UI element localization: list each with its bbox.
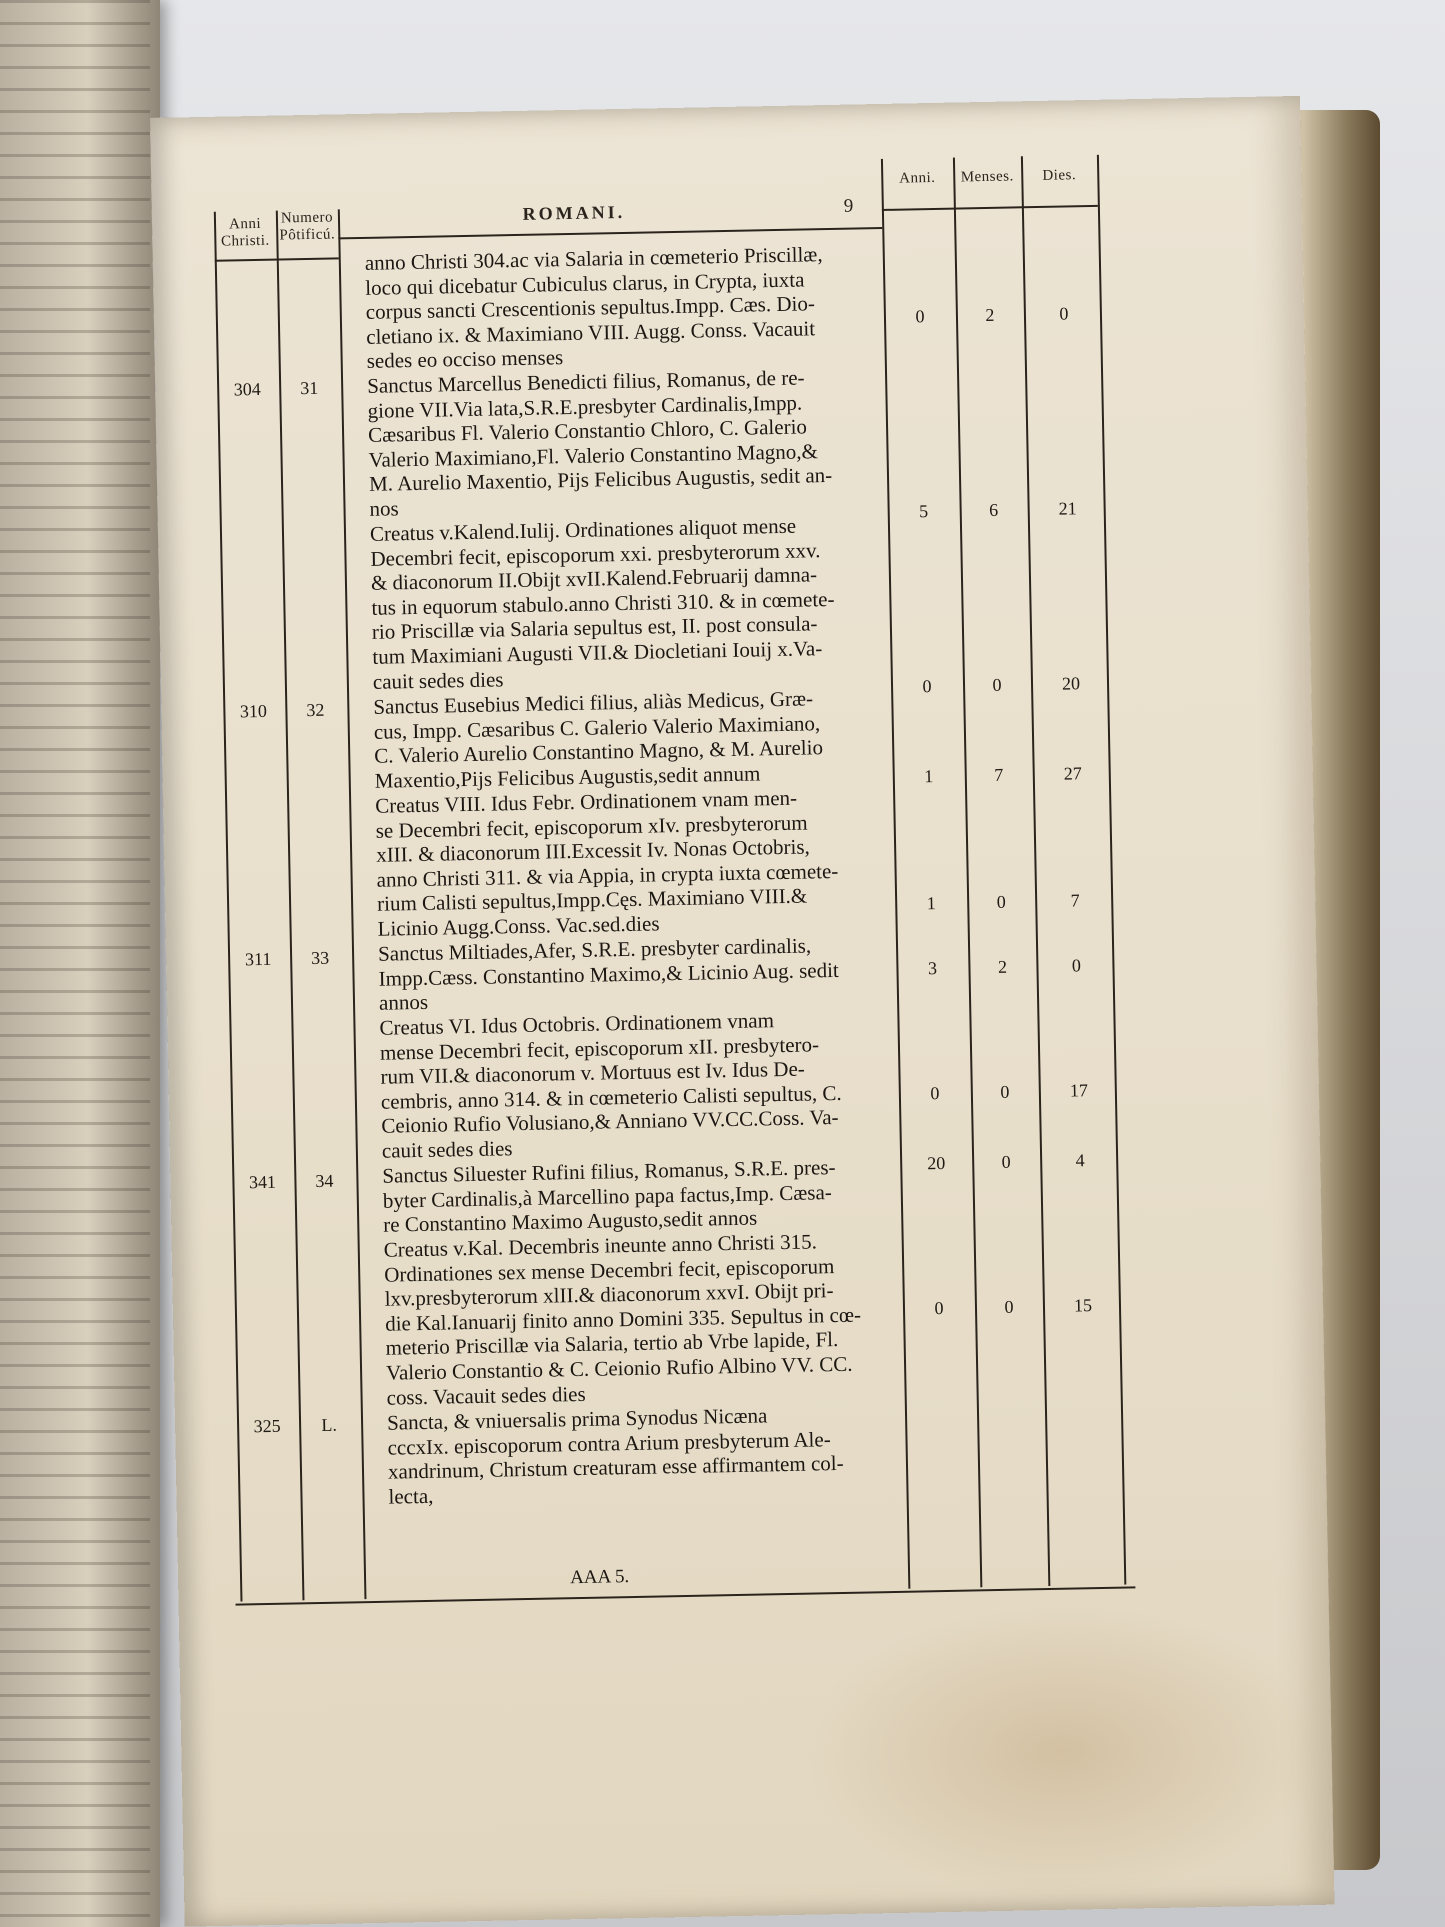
entry-line: corpus sancti Crescentionis sepultus.Impp. Cæs. Dio- xyxy=(365,291,816,325)
entry-line: xIII. & diaconorum III.Excessit Iv. Nonas Octobris, xyxy=(375,834,811,867)
entry-line: tus in equorum stabulo.anno Christi 310. & in cœmete- xyxy=(371,586,835,620)
entry-line: Sanctus Eusebius Medici filius, aliàs Medicus, Græ- xyxy=(373,686,814,719)
duration-menses: 2 xyxy=(997,956,1008,977)
duration-menses: 6 xyxy=(988,499,999,520)
entry-line: re Constantino Maximo Augusto,sedit annos xyxy=(383,1205,758,1237)
entry-line: rium Calisti sepultus,Impp.Cęs. Maximiano VIII.& xyxy=(376,883,808,917)
entry-line: mense Decembri fecit, episcoporum xII. presbytero- xyxy=(379,1031,820,1065)
entry-line: M. Aurelio Maxentio, Pijs Felicibus Augustis, sedit an- xyxy=(368,463,833,497)
entry-nicaea xyxy=(387,1401,894,1509)
entry-line: annos xyxy=(378,990,429,1015)
entry-line: nos xyxy=(369,496,399,521)
entry-line: Sanctus Marcellus Benedicti filius, Romanus, de re- xyxy=(366,365,805,398)
entry-line: Ordinationes sex mense Decembri fecit, episcoporum xyxy=(384,1253,835,1287)
page-number: 9 xyxy=(843,195,855,217)
entry-line: xandrinum, Christum creaturam esse affirmantem col- xyxy=(387,1451,844,1484)
duration-anni: 0 xyxy=(915,306,925,327)
entry-line: die Kal.Ianuarij finito anno Domini 335. Sepultus in cœ- xyxy=(384,1302,862,1336)
year-341: 341 xyxy=(248,1171,277,1193)
entry-line: Creatus VIII. Idus Febr. Ordinationem vnam men- xyxy=(375,785,798,818)
running-title: ROMANI. xyxy=(522,201,626,224)
duration-menses: 0 xyxy=(1004,1296,1014,1317)
entry-miltiades-ordinations xyxy=(379,1006,887,1163)
entry-line: se Decembri fecit, episcoporum xIv. presbyterorum xyxy=(375,810,808,843)
entry-line: Creatus v.Kalend.Iulij. Ordinationes aliquot mense xyxy=(369,513,797,546)
entry-silvester xyxy=(382,1154,888,1237)
entry-line: cauit sedes dies xyxy=(372,666,504,694)
entry-line: sedes eo occiso menses xyxy=(366,345,564,374)
header-dies: Dies. xyxy=(1042,167,1077,184)
entry-line: anno Christi 304.ac via Salaria in cœmeterio Priscillæ, xyxy=(364,242,823,275)
pope-number-33: 33 xyxy=(310,947,330,969)
entry-line: meterio Priscillæ via Salaria, tertio ab Vrbe lapide, Fl. xyxy=(385,1327,839,1361)
entry-eusebius-ordinations xyxy=(375,784,883,941)
duration-dies: 27 xyxy=(1063,763,1082,784)
entry-line: cccxIx. episcoporum contra Arium presbyterum Ale- xyxy=(387,1426,831,1460)
duration-anni: 0 xyxy=(930,1083,940,1104)
entry-line: Valerio Maximiano,Fl. Valerio Constantino Magno,& xyxy=(368,439,819,472)
entry-line: Creatus v.Kal. Decembris ineunte anno Christi 315. xyxy=(383,1229,818,1262)
year-311: 311 xyxy=(244,948,272,970)
entry-miltiades xyxy=(378,932,884,1015)
entry-line: Cæsaribus Fl. Valerio Constantio Chloro, C. Galerio xyxy=(367,414,808,448)
duration-dies: 15 xyxy=(1073,1295,1093,1316)
entry-line: tum Maximiani Augusti VII.& Diocletiani Iouij x.Va- xyxy=(372,636,823,669)
entry-line: Decembri fecit, episcoporum xxi. presbyterorum xxv. xyxy=(370,537,821,571)
entry-line: rio Priscillæ via Salaria sepultus est, II. post consula- xyxy=(371,611,818,645)
entry-line: gione VII.Via lata,S.R.E.presbyter Cardinalis,Impp. xyxy=(367,390,803,423)
entry-line: loco qui dicebatur Cubiculus clarus, in Crypta, iuxta xyxy=(365,267,805,300)
entry-line: Sanctus Siluester Rufini filius, Romanus, S.R.E. pres- xyxy=(382,1155,836,1188)
duration-anni: 0 xyxy=(922,676,932,697)
entry-marcellinus-end xyxy=(365,241,872,374)
duration-menses: 0 xyxy=(996,891,1006,912)
duration-dies: 0 xyxy=(1071,955,1082,976)
duration-menses: 2 xyxy=(985,304,995,325)
entry-line: Ceionio Rufio Volusiano,& Anniano VV.CC.Coss. Va- xyxy=(381,1105,839,1139)
pope-number-34: 34 xyxy=(315,1170,334,1192)
left-facing-page xyxy=(0,0,160,1927)
entry-line: cauit sedes dies xyxy=(381,1136,513,1163)
entry-line: C. Valerio Aurelio Constantino Magno, & M. Aurelio xyxy=(374,735,824,768)
entry-silvester-ordinations xyxy=(384,1228,892,1410)
duration-dies: 17 xyxy=(1069,1080,1089,1101)
entry-line: Licinio Augg.Conss. Vac.sed.dies xyxy=(377,911,660,941)
entry-line: rum VII.& diaconorum v. Mortuus est Iv. Idus De- xyxy=(380,1056,806,1089)
pope-number-32: 32 xyxy=(306,699,325,721)
duration-menses: 0 xyxy=(992,674,1002,695)
entry-line: & diaconorum II.Obijt xvII.Kalend.Februarij damna- xyxy=(370,562,818,596)
header-anni: Anni. xyxy=(899,169,936,187)
entry-line: cembris, anno 314. & in cœmeterio Calisti sepultus, C. xyxy=(380,1080,842,1114)
duration-dies: 21 xyxy=(1058,498,1077,519)
entry-line: cletiano ix. & Maximiano VIII. Augg. Conss. Vacauit xyxy=(366,316,816,349)
entry-line: Maxentio,Pijs Felicibus Augustis,sedit annum xyxy=(374,761,761,793)
duration-menses: 0 xyxy=(1000,1081,1010,1102)
year-304: 304 xyxy=(233,378,261,400)
header-numero-pontificum: Numero Pôtificú. xyxy=(279,209,336,244)
entry-line: cus, Impp. Cæsaribus C. Galerio Valerio Maximiano, xyxy=(373,710,821,744)
entry-line: Creatus VI. Idus Octobris. Ordinationem vnam xyxy=(379,1008,775,1040)
signature-mark: AAA 5. xyxy=(569,1566,630,1589)
pope-number-L: L. xyxy=(321,1414,338,1435)
entry-line: Sanctus Miltiades,Afer, S.R.E. presbyter cardinalis, xyxy=(377,933,812,966)
entry-marcellus-ordinations xyxy=(370,512,878,694)
entry-eusebius xyxy=(373,685,880,793)
entry-line: coss. Vacauit sedes dies xyxy=(386,1381,586,1410)
duration-dies: 4 xyxy=(1075,1150,1085,1171)
entry-marcellus xyxy=(367,364,875,521)
year-325: 325 xyxy=(253,1415,281,1437)
duration-anni: 20 xyxy=(927,1152,946,1174)
duration-anni: 1 xyxy=(926,893,936,914)
duration-menses: 0 xyxy=(1001,1151,1011,1172)
pope-number-31: 31 xyxy=(300,377,319,399)
header-menses: Menses. xyxy=(960,168,1014,186)
entry-line: lxv.presbyterorum xlII.& diaconorum xxvI. Obijt pri- xyxy=(384,1278,834,1311)
duration-dies: 20 xyxy=(1061,673,1081,694)
duration-anni: 3 xyxy=(927,958,938,979)
duration-anni: 0 xyxy=(934,1297,944,1319)
header-anni-christi: Anni Christi. xyxy=(220,215,270,250)
book-page xyxy=(150,96,1335,1927)
duration-anni: 5 xyxy=(919,501,929,522)
entry-line: anno Christi 311. & via Appia, in crypta iuxta cœmete- xyxy=(376,858,839,892)
papal-table xyxy=(214,167,1161,1601)
duration-menses: 7 xyxy=(994,764,1004,785)
entry-line: Impp.Cæss. Constantino Maximo,& Licinio Aug. sedit xyxy=(378,957,839,991)
entry-line: lecta, xyxy=(388,1483,434,1509)
duration-dies: 7 xyxy=(1070,890,1080,911)
entry-line: byter Cardinalis,à Marcellino papa factus,Imp. Cæsa- xyxy=(382,1179,832,1213)
entry-line: Valerio Constantio & C. Ceionio Rufio Albino VV. CC. xyxy=(385,1351,853,1385)
entry-line: Sancta, & vniuersalis prima Synodus Nicæna xyxy=(386,1403,768,1435)
duration-anni: 1 xyxy=(924,766,934,787)
duration-dies: 0 xyxy=(1059,303,1069,324)
water-stain xyxy=(799,1596,1325,1906)
year-310: 310 xyxy=(239,700,268,722)
